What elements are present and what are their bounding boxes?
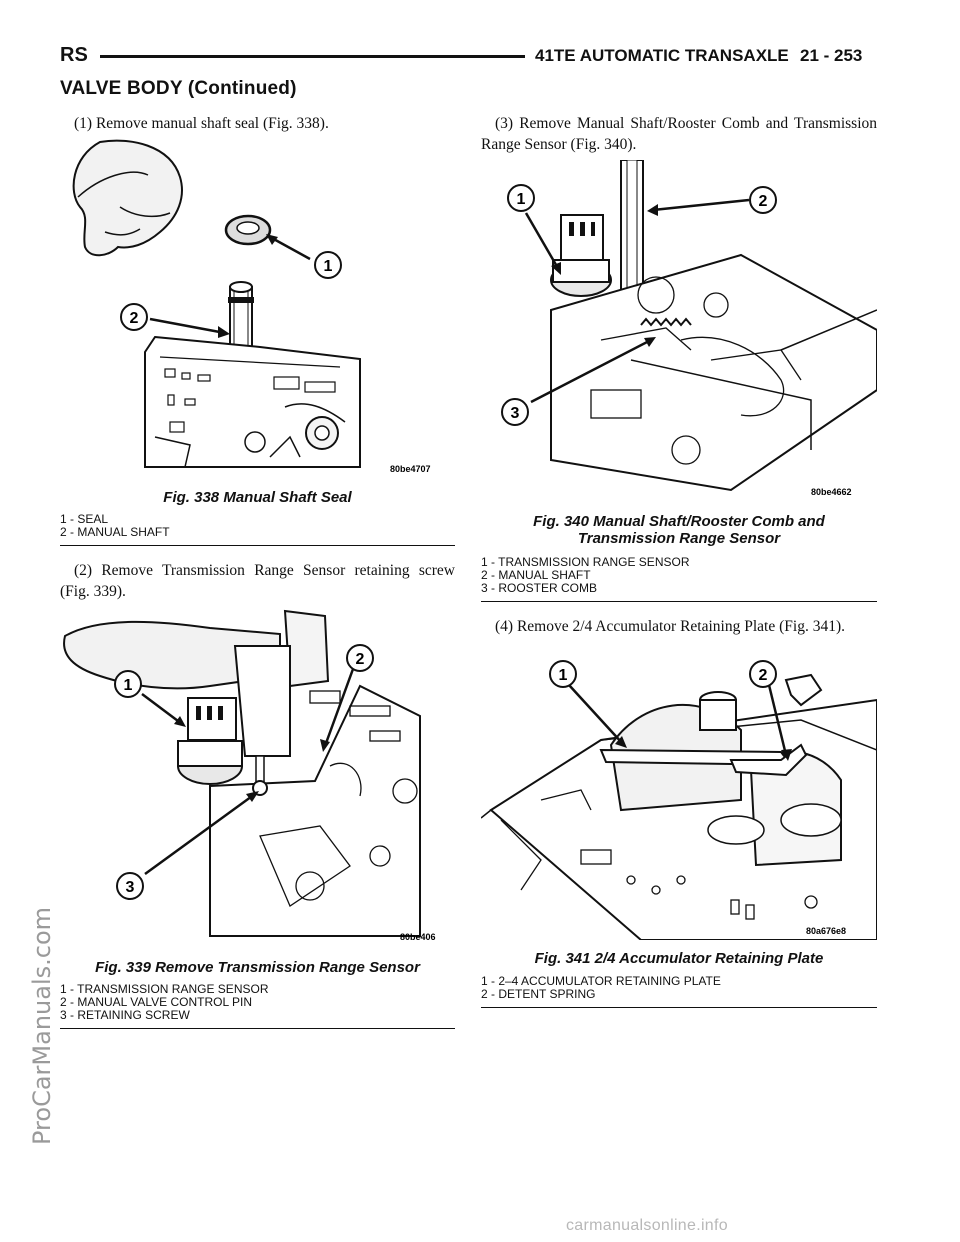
callout-1: 1 (558, 667, 568, 684)
figure-339-caption: Fig. 339 Remove Transmission Range Sensor (95, 959, 420, 976)
side-watermark: ProCarManuals.com (28, 906, 56, 1145)
legend-item: 1 - TRANSMISSION RANGE SENSOR (481, 555, 690, 569)
step-4-text: (4) Remove 2/4 Accumulator Retaining Plate (Fig. 341). (495, 618, 845, 635)
figure-340-caption (481, 513, 877, 547)
legend-item: 3 - RETAINING SCREW (60, 1008, 190, 1022)
figure-338-rule (60, 545, 455, 546)
art-id: 80be406 (400, 932, 436, 942)
callout-3: 3 (125, 879, 135, 896)
figure-339-illustration (60, 606, 455, 950)
figure-340-caption-line-2: Transmission Range Sensor (577, 530, 781, 547)
header-rule (100, 55, 525, 58)
header-section-code: RS (60, 44, 88, 66)
figure-340-legend (481, 556, 689, 595)
callout-1: 1 (323, 258, 333, 275)
figure-340-illustration (481, 160, 877, 500)
callout-2: 2 (758, 193, 768, 210)
legend-item: 2 - DETENT SPRING (481, 987, 596, 1001)
figure-339-rule (60, 1028, 455, 1029)
figure-339-legend (60, 983, 268, 1022)
figure-338-legend (60, 513, 170, 539)
callout-3: 3 (510, 405, 520, 422)
figure-338-illustration (60, 137, 455, 482)
figure-341-legend (481, 975, 721, 1001)
figure-341-caption: Fig. 341 2/4 Accumulator Retaining Plate (534, 950, 824, 967)
callout-2: 2 (129, 310, 139, 327)
page-number: 21 - 253 (800, 46, 863, 65)
art-id: 80a676e8 (806, 926, 847, 936)
header-title: 41TE AUTOMATIC TRANSAXLE (535, 46, 789, 65)
step-3-text: (3) Remove Manual Shaft/Rooster Comb and Transmission Range Sensor (Fig. 340). (481, 115, 877, 153)
callout-1: 1 (516, 191, 526, 208)
art-id: 80be4707 (390, 464, 431, 474)
legend-item: 3 - ROOSTER COMB (481, 581, 598, 595)
art-id: 80be4662 (811, 487, 852, 497)
legend-item: 2 - MANUAL SHAFT (481, 568, 591, 582)
legend-item: 1 - SEAL (60, 512, 109, 526)
legend-item: 1 - TRANSMISSION RANGE SENSOR (60, 982, 269, 996)
figure-340-rule (481, 601, 877, 602)
callout-2: 2 (355, 651, 365, 668)
figure-341-rule (481, 1007, 877, 1008)
figure-338-caption: Fig. 338 Manual Shaft Seal (163, 489, 352, 506)
footer-watermark: carmanualsonline.info (566, 1217, 728, 1234)
step-2-text: (2) Remove Transmission Range Sensor retaining screw (Fig. 339). (60, 562, 455, 600)
callout-2: 2 (758, 667, 768, 684)
legend-item: 2 - MANUAL VALVE CONTROL PIN (60, 995, 253, 1009)
step-1-text: (1) Remove manual shaft seal (Fig. 338). (74, 115, 329, 132)
section-title: VALVE BODY (Continued) (60, 78, 297, 99)
figure-341-illustration (481, 660, 877, 940)
figure-340-caption-line-1: Fig. 340 Manual Shaft/Rooster Comb and (533, 513, 825, 530)
legend-item: 2 - MANUAL SHAFT (60, 525, 170, 539)
legend-item: 1 - 2–4 ACCUMULATOR RETAINING PLATE (481, 974, 721, 988)
callout-1: 1 (123, 677, 133, 694)
